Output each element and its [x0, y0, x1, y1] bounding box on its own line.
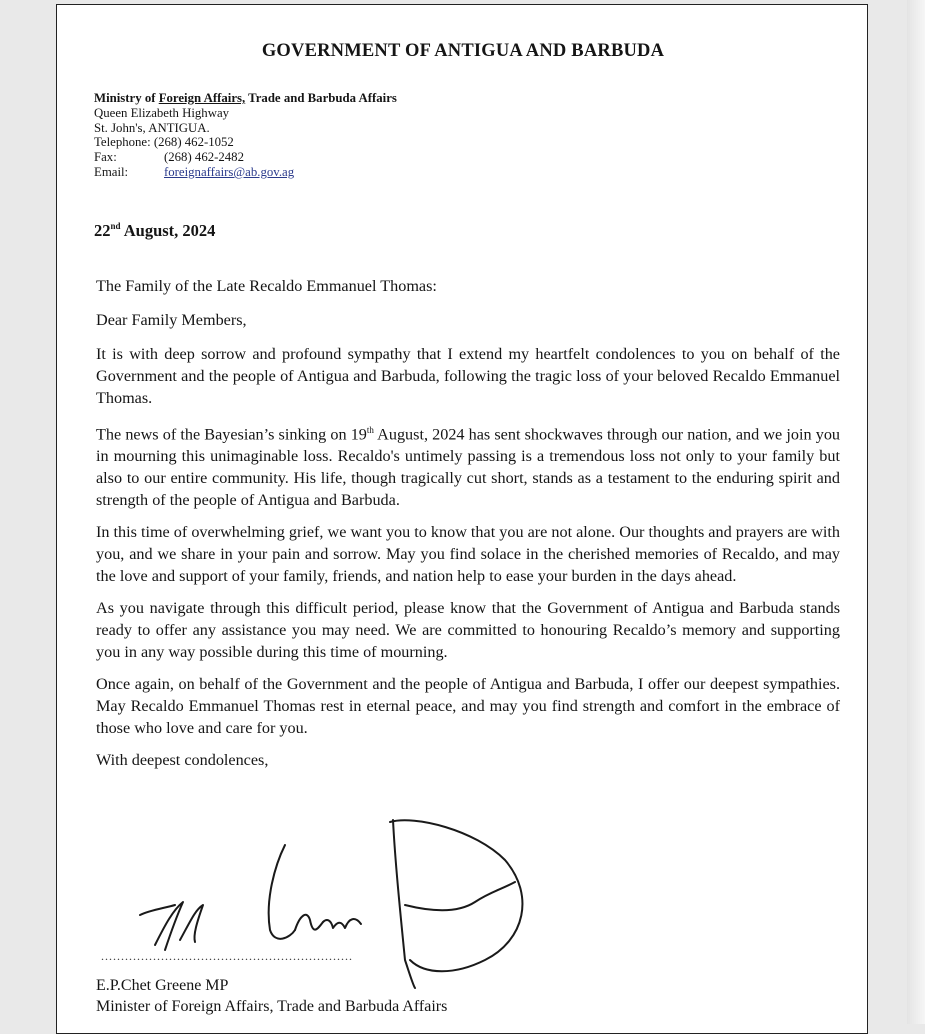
signer-name: E.P.Chet Greene MP: [96, 977, 229, 994]
signer-block: [96, 975, 447, 1017]
email-row: Email: foreignaffairs@ab.gov.ag: [94, 164, 295, 179]
letter-page: [56, 4, 868, 1034]
ministry-name: Ministry of Foreign Affairs, Trade and Barbuda Affairs: [94, 91, 397, 105]
paragraph-2: The news of the Bayesian’s sinking on 19th August, 2024 has sent shockwaves through our nation, and we join you in mourning this unimaginable loss. Recaldo's untimely passing is a tremendous loss not only to your family but also to our entire community. His life, though tragically cut short, stands as a testament to the enduring spirit and strength of the people of Antigua and Barbuda.: [96, 425, 841, 510]
address-line-1: Queen Elizabeth Highway: [94, 105, 230, 120]
addressee: The Family of the Late Recaldo Emmanuel Thomas:: [96, 277, 437, 295]
paragraph-5: Once again, on behalf of the Government and the people of Antigua and Barbuda, I offer our deepest sympathies. May Recaldo Emmanuel Thomas rest in eternal peace, and may you find strength and comfort in the embrace of those who love and care for you.: [96, 675, 840, 738]
paragraph-4: As you navigate through this difficult period, please know that the Government of Antigua and Barbuda stands ready to offer any assistance you may need. We are committed to honouring Recaldo’s memory and supporting you in any way possible during this time of mourning.: [96, 599, 840, 662]
letter-body: [96, 275, 840, 781]
paragraph-1: It is with deep sorrow and profound sympathy that I extend my heartfelt condolences to you on behalf of the Government and the people of Antigua and Barbuda, following the tragic loss of your beloved Recaldo Emmanuel Thomas.: [96, 345, 840, 407]
salutation: Dear Family Members,: [96, 311, 247, 329]
telephone: Telephone: (268) 462-1052: [94, 135, 234, 150]
signer-title: Minister of Foreign Affairs, Trade and Barbuda Affairs: [96, 998, 448, 1015]
address-line-2: St. John's, ANTIGUA.: [94, 120, 210, 135]
signature-line: ...............................................................: [101, 949, 353, 963]
government-title: GOVERNMENT OF ANTIGUA AND BARBUDA: [261, 41, 665, 61]
viewer-margin: [907, 0, 925, 1024]
fax-row: Fax: (268) 462-2482: [94, 150, 244, 165]
ministry-letterhead: [94, 91, 397, 180]
paragraph-3: In this time of overwhelming grief, we want you to know that you are not alone. Our thoughts and prayers are with you, and we share in your pain and sorrow. May you find solace in the cherished memories of Recaldo, and may the love and support of your family, friends, and nation help to ease your burden in the days ahead.: [96, 523, 840, 586]
closing: With deepest condolences,: [96, 751, 269, 770]
letter-date: 22nd August, 2024: [94, 220, 216, 240]
email-link[interactable]: foreignaffairs@ab.gov.ag: [164, 164, 295, 179]
